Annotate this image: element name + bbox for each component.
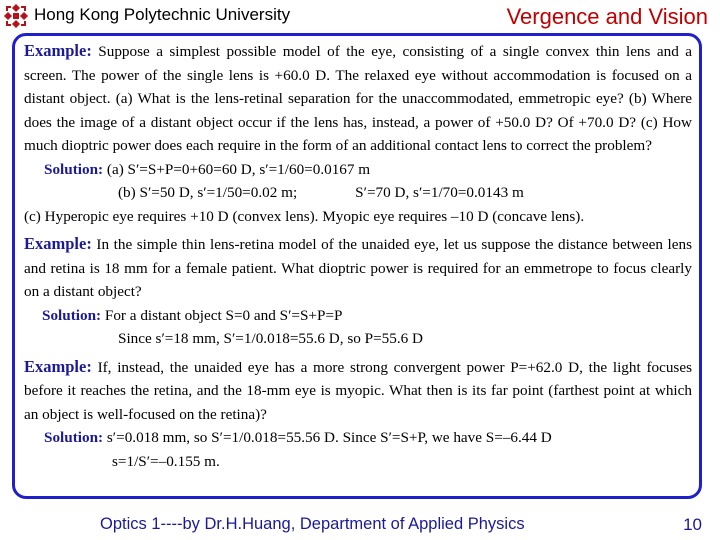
example-2-label: Example: — [24, 234, 92, 253]
solution-b-text: (b) S′=50 D, s′=1/50=0.02 m; — [118, 184, 298, 201]
slide-title: Vergence and Vision — [506, 4, 708, 29]
solution-a-text: (a) S′=S+P=0+60=60 D, s′=1/60=0.0167 m — [106, 160, 371, 178]
example-3-question — [24, 355, 692, 427]
solution-b2-text: S′=70 D, s′=1/70=0.0143 m — [355, 184, 524, 201]
example-3-label: Example: — [24, 356, 92, 376]
example-1-solution-c — [24, 205, 692, 229]
example-1-solution-a — [24, 158, 692, 182]
example-1-label: Example: — [24, 41, 92, 60]
example-2-solution-label: Solution: — [42, 306, 102, 324]
example-1-solution-b — [24, 181, 692, 205]
solution-c-text: (c) Hyperopic eye requires +10 D (convex lens). Myopic eye requires –10 D (concave lens). — [24, 207, 585, 225]
page-number: 10 — [683, 515, 702, 534]
example-3-text: If, instead, the unaided eye has a more strong convergent power P=+62.0 D, the light focuses before it reaches the retina, and the 18-mm eye is myopic. What then is its far point (farthest point at which an object is well-focused on the retina)? — [24, 358, 692, 423]
example-1-text: Suppose a simplest possible model of the eye, consisting of a single convex thin lens and a screen. The power of the single lens is +60.0 D. The relaxed eye without accommodation is focused on a distant object. (a) What is the lens-retinal separation for the unaccommodated, emmetropic eye? (b) Where does the image of a distant object occur if the lens has, instead, a power of +50.0 D? Of +70.0 D? (c) How much dioptric power does each require in the form of an additional contact lens to correct the problem? — [24, 43, 692, 154]
example-3-solution-1 — [24, 426, 692, 450]
example-2-question — [24, 232, 692, 304]
example-3-sol-1-text: s′=0.018 mm, so S′=1/0.018=55.56 D. Since S′=S+P, we have S=–6.44 D — [103, 429, 552, 446]
example-2-sol-2-text: Since s′=18 mm, S′=1/0.018=55.6 D, so P=55.6 D — [118, 330, 424, 347]
example-2-text: In the simple thin lens-retina model of the unaided eye, let us suppose the distance between lens and retina is 18 mm for a female patient. What dioptric power is required for an emmetrope to focus clearly on a distant object? — [24, 236, 692, 300]
example-1-solution-label: Solution: — [44, 160, 104, 178]
example-2-solution-2 — [24, 327, 692, 351]
slide-content — [24, 39, 692, 473]
university-name: Hong Kong Polytechnic University — [34, 5, 291, 24]
example-1-question — [24, 39, 692, 158]
polyu-logo-icon — [3, 3, 29, 29]
example-3-solution-label: Solution: — [44, 429, 104, 446]
example-2-solution-1 — [24, 304, 692, 328]
example-3-sol-2-text: s=1/S′=–0.155 m. — [112, 452, 220, 470]
example-2-sol-1-text: For a distant object S=0 and S′=S+P=P — [101, 306, 343, 324]
example-3-solution-2 — [24, 450, 692, 474]
footer-credit: Optics 1----by Dr.H.Huang, Department of Applied Physics — [100, 515, 525, 533]
